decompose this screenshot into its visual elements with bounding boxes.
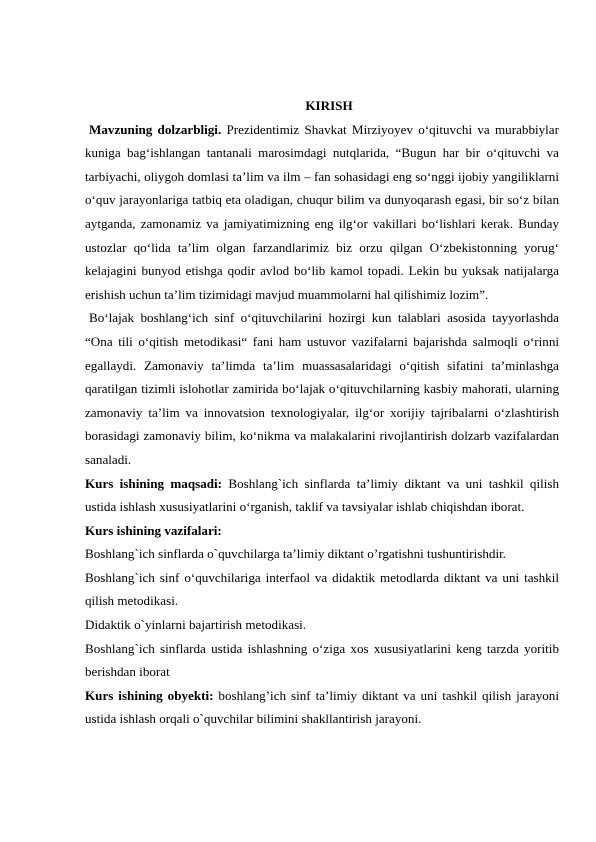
task-item-3: Didaktik o`yinlarni bajartirish metodikasi. [85, 617, 307, 633]
paragraph-goal [85, 472, 559, 519]
goal-label: Kurs ishining maqsadi: [85, 475, 223, 491]
tasks-heading [85, 519, 559, 543]
relevance-label: Mavzuning dolzarbligi. [89, 121, 222, 137]
task-item-4: Boshlang`ich sinflarda ustida ishlashning o‘ziga xos xususiyatlarini keng tarzda yoritib berishdan iborat [85, 640, 559, 680]
object-label: Kurs ishining obyekti: [85, 687, 214, 703]
document-page [85, 94, 559, 731]
task-item-2: Boshlang`ich sinf o‘quvchilariga interfaol va didaktik metodlarda diktant va uni tashkil qilish metodikasi. [85, 569, 559, 609]
task-item-1: Boshlang`ich sinflarda o`quvchilarga ta’limiy diktant o’rgatishni tushuntirishdir. [85, 546, 506, 562]
tasks-label: Kurs ishining vazifalari: [85, 522, 222, 538]
paragraph-object [85, 684, 559, 731]
goal-text: Boshlang`ich sinflarda ta’limiy diktant va uni tashkil qilish ustida ishlash xususiyatlarini o‘rganish, taklif va tavsiyalar ishlab chiqishdan iborat. [85, 475, 560, 515]
page-title: KIRISH [305, 98, 353, 113]
relevance-text: Prezidentimiz Shavkat Mirziyoyev o‘qituvchi va murabbiylar kuniga bag‘ishlangan tantanali marosimdagi nutqlarida, “Bugun har bir o‘qituvchi va tarbiyachi, oliygoh domlasi ta’lim va ilm – fan sohasidagi eng so‘nggi ijobiy yangiliklarni o‘quv jarayonlariga tatbiq eta oladigan, chuqur bilim va dunyoqarash egasi, bir so‘z bilan aytganda, zamonamiz va jamiyatimizning eng ilg‘or vakillari bo‘lishlari kerak. Bunday ustozlar qo‘lida ta’lim olgan farzandlarimiz biz orzu qilgan O‘zbekistonning yorug‘ kelajagini bunyod etishga qodir avlod bo‘lib kamol topadi. Lekin bu yuksak natijalarga erishish uchun ta’lim tizimidagi mavjud muammolarni hal qilishimiz lozim”. [85, 121, 559, 302]
object-text: boshlang’ich sinf ta’limiy diktant va uni tashkil qilish jarayoni ustida ishlash orqali o`quvchilar bilimini shakllantirish jarayoni. [85, 687, 559, 727]
paragraph-relevance [85, 118, 559, 307]
paragraph-future-teachers: Bo‘lajak boshlang‘ich sinf o‘qituvchilarini hozirgi kun talablari asosida tayyorlashda “Ona tili o‘qitish metodikasi“ fani ham ustuvor vazifalarni bajarishda salmoqli o‘rinni egallaydi. Zamonaviy ta’limda ta’lim muassasalaridagi o‘qitish sifatini ta’minlashga qaratilgan tizimli islohotlar zamirida bo‘lajak o‘qituvchilarning kasbiy mahorati, ularning zamonaviy ta’lim va innovatsion texnologiyalar, ilg‘or xorijiy tajribalarni o‘zlashtirish borasidagi zamonaviy bilim, ko‘nikma va malakalarini rivojlantirish dolzarb vazifalardan sanaladi. [85, 310, 559, 467]
